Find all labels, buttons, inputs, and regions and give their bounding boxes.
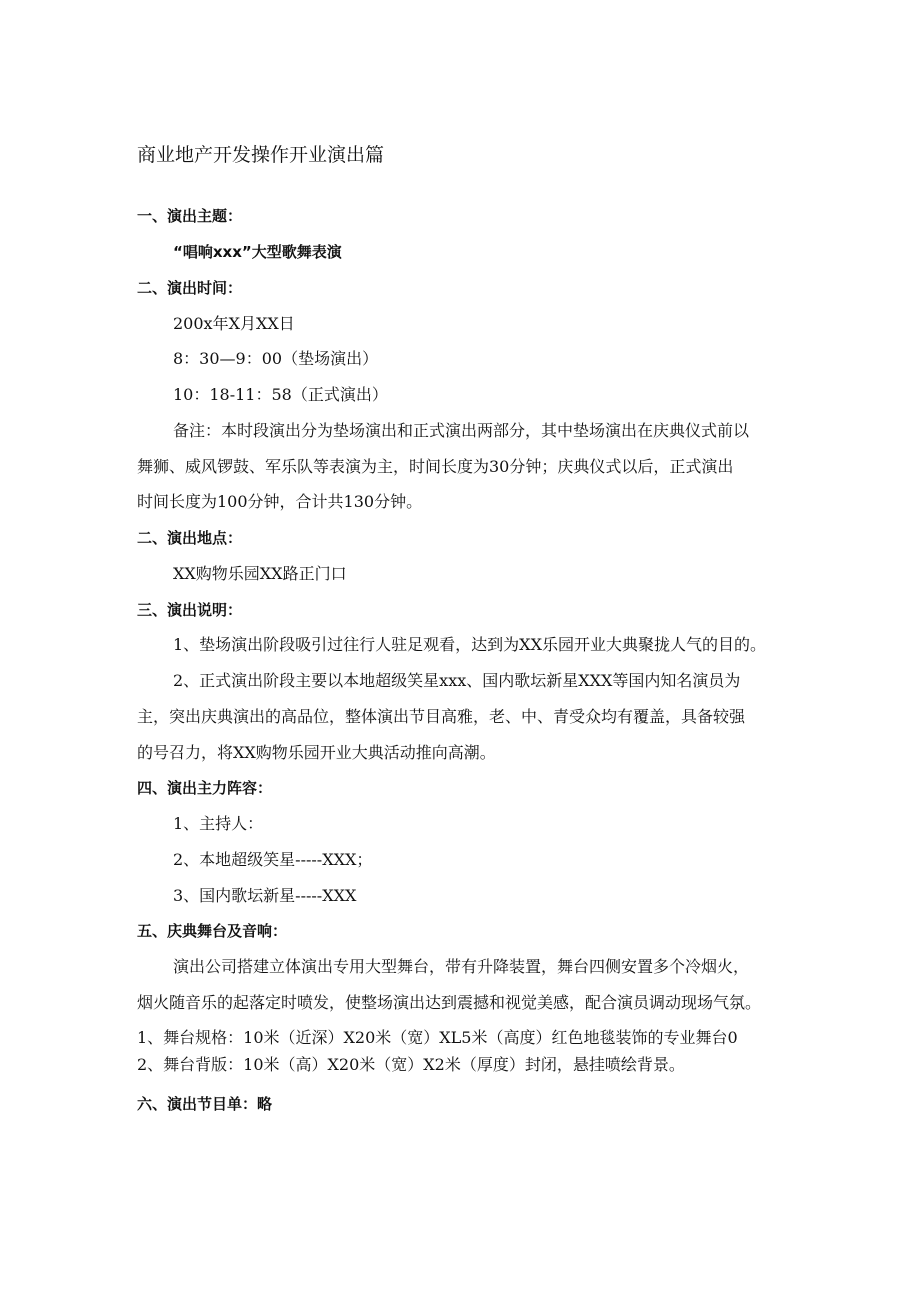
lineup-item: 3、国内歌坛新星-----XXX — [173, 886, 357, 905]
lineup-item: 1、主持人： — [173, 814, 264, 833]
time-note-line: 备注：本时段演出分为垫场演出和正式演出两部分，其中垫场演出在庆典仪式前以 — [173, 421, 750, 440]
lineup-item: 2、本地超级笑星-----XXX； — [173, 850, 373, 869]
description-paragraph-2-line: 的号召力，将XX购物乐园开业大典活动推向高潮。 — [137, 743, 496, 762]
stage-spec-backdrop: 2、舞台背版：10米（高）X20米（宽）X2米（厚度）封闭，悬挂喷绘背景。 — [137, 1055, 685, 1074]
warmup-time: 8：30—9：00（垫场演出） — [173, 349, 379, 368]
section-theme-heading: 一、演出主题： — [137, 207, 243, 225]
formal-time: 10：18-11：58（正式演出） — [173, 385, 388, 404]
stage-paragraph-line: 演出公司搭建立体演出专用大型舞台，带有升降装置，舞台四侧安置多个冷烟火， — [173, 957, 750, 976]
description-paragraph-1: 1、垫场演出阶段吸引过往行人驻足观看，达到为XX乐园开业大典聚拢人气的目的。 — [173, 635, 766, 654]
section-program-heading: 六、演出节目单：略 — [137, 1095, 273, 1113]
performance-location: XX购物乐园XX路正门口 — [173, 564, 347, 583]
document-title: 商业地产开发操作开业演出篇 — [137, 144, 385, 166]
stage-spec-size: 1、舞台规格：10米（近深）X20米（宽）XL5米（高度）红色地毯装饰的专业舞台0 — [137, 1028, 738, 1047]
performance-date: 200x年X月XX日 — [173, 314, 295, 333]
time-note-line: 时间长度为100分钟，合计共130分钟。 — [137, 492, 423, 511]
section-stage-heading: 五、庆典舞台及音响： — [137, 922, 288, 940]
section-location-heading: 二、演出地点： — [137, 529, 243, 547]
time-note-line: 舞狮、威风锣鼓、军乐队等表演为主，时间长度为30分钟；庆典仪式以后，正式演出 — [137, 457, 734, 476]
section-description-heading: 三、演出说明： — [137, 601, 243, 619]
description-paragraph-2-line: 主，突出庆典演出的高品位，整体演出节目高雅，老、中、青受众均有覆盖，具备较强 — [137, 707, 746, 726]
section-lineup-heading: 四、演出主力阵容： — [137, 779, 273, 797]
stage-paragraph-line: 烟火随音乐的起落定时喷发，使整场演出达到震撼和视觉美感，配合演员调动现场气氛。 — [137, 993, 762, 1012]
section-time-heading: 二、演出时间： — [137, 279, 243, 297]
performance-theme: “唱响xxx”大型歌舞表演 — [173, 243, 342, 261]
description-paragraph-2-line: 2、正式演出阶段主要以本地超级笑星xxx、国内歌坛新星XXX等国内知名演员为 — [173, 671, 741, 690]
